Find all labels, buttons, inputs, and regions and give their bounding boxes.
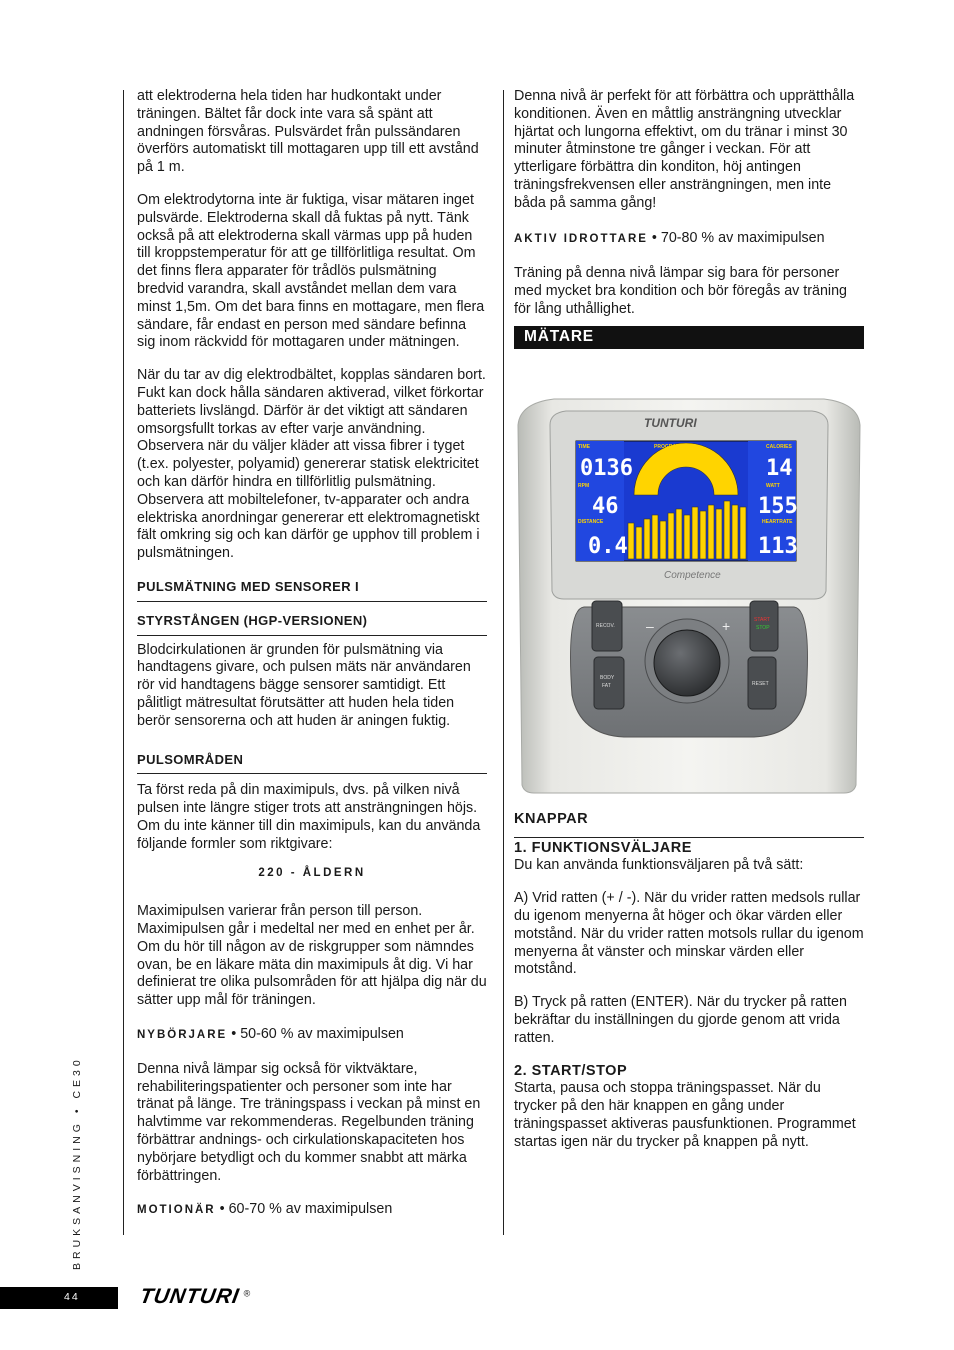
heading-function-selector: 1. FUNKTIONSVÄLJARE bbox=[514, 839, 692, 856]
center-column-rule bbox=[503, 90, 504, 1235]
paragraph: A) Vrid ratten (+ / -). När du vrider ratten medsols rullar du igenom menyerna åt höger och ökar värden eller motstånd. När du vrider ratten motsols rullar du igenom menyerna åt vänster och minskar värden eller motstånd. bbox=[514, 890, 864, 978]
svg-text:START: START bbox=[754, 616, 770, 623]
heading-sensor-2: STYRSTÅNGEN (HGP-VERSIONEN) bbox=[137, 612, 487, 636]
value-watt: 155 bbox=[758, 493, 798, 519]
console-illustration bbox=[514, 395, 864, 795]
value-time: 0136 bbox=[580, 455, 633, 481]
heading-buttons: KNAPPAR bbox=[514, 811, 864, 838]
bullet: • bbox=[651, 229, 661, 246]
function-dial[interactable] bbox=[654, 630, 720, 696]
svg-text:RECOV.: RECOV. bbox=[596, 622, 615, 629]
paragraph: Du kan använda funktionsväljaren på två sätt: bbox=[514, 857, 804, 874]
paragraph: B) Tryck på ratten (ENTER). När du trycker på ratten bekräftar du inställningen du gjorde genom att vrida ratten. bbox=[514, 994, 847, 1046]
level-label: AKTIV IDROTTARE bbox=[514, 232, 648, 245]
section-bar-meter: MÄTARE bbox=[514, 326, 864, 349]
svg-text:STOP: STOP bbox=[756, 624, 770, 631]
bullet: • bbox=[231, 1026, 241, 1043]
level-value: 70-80 % av maximipulsen bbox=[660, 229, 825, 246]
paragraph: När du tar av dig elektrodbältet, kopplas sändaren bort. Fukt kan dock hålla sändaren aktiverad, vilket förkortar batteriets livslängd. Därför är det viktigt att sändaren omsorgsfullt torkas av efter varje användning. Observera när du väljer kläder att vissa fibrer i tyget (t.ex. polyester, polyamid) genererar statisk elektricitet och kan därför hindra en tillförlitlig pulsmätning. Observera att mobiltelefoner, tv-apparater och andra elektriska anordningar genererar ett elektromagnetiskt fält omkring sig och kan därför ge upphov till problem i pulsmätningen. bbox=[137, 367, 486, 562]
label-calories: CALORIES bbox=[766, 443, 792, 450]
left-column-rule bbox=[123, 90, 124, 1235]
plus-icon: + bbox=[722, 617, 731, 634]
label-time: TIME bbox=[578, 443, 590, 450]
side-running-title bbox=[66, 1056, 90, 1270]
label-rpm: RPM bbox=[578, 482, 590, 489]
level-value: 60-70 % av maximipulsen bbox=[228, 1201, 393, 1218]
label-distance: DISTANCE bbox=[578, 518, 604, 525]
paragraph: Starta, pausa och stoppa träningspasset. När du trycker på den här knappen en gång under träningspasset aktiveras pausfunktionen. Programmet startas igen när du trycker på knappen på nytt. bbox=[514, 1080, 856, 1150]
svg-text:BODY: BODY bbox=[600, 674, 615, 681]
logo-text: TUNTURI bbox=[138, 1285, 242, 1308]
level-label: MOTIONÄR bbox=[137, 1204, 216, 1217]
formula: 220 - ÅLDERN bbox=[258, 867, 366, 880]
label-program: PROGRAM bbox=[654, 443, 681, 450]
paragraph: Ta först reda på din maximipuls, dvs. på vilken nivå pulsen inte längre stiger trots att ansträngningen höjs. Om du inte känner till din maximipuls, kan du använda följande formler som riktgivare: bbox=[137, 782, 481, 852]
paragraph: Om elektrodytorna inte är fuktiga, visar mätaren inget pulsvärde. Elektroderna skall då fuktas på nytt. Tänk också på att elektroderna skall värmas upp på huden till kroppstemperatur för att ge tillförlitliga resultat. Om det finns flera apparater för trådlös pulsmätning bredvid varandra, skall avståndet mellan dem vara minst 1,5m. Om det bara finns en mottagare, men flera sändare, får endast en person med sändare befinna sig inom räckvidd för mottagaren under mätningen. bbox=[137, 191, 485, 351]
start-stop-button[interactable] bbox=[750, 601, 778, 651]
level-value: 50-60 % av maximipulsen bbox=[240, 1026, 404, 1043]
heading-start-stop: 2. START/STOP bbox=[514, 1062, 628, 1079]
level-label: NYBÖRJARE bbox=[137, 1029, 228, 1042]
heading-pulse-zones: PULSOMRÅDEN bbox=[137, 751, 487, 775]
side-text: BRUKSANVISNING • CE30 bbox=[71, 1056, 83, 1270]
paragraph: Blodcirkulationen är grunden för pulsmätning via handtagens givare, och pulsen mäts när användaren rör vid handtagens bägge sensorer samtidigt. Ett pålitligt mätresultat förutsätter att huden hela tiden berör sensorerna och att huden är aningen fuktig. bbox=[137, 641, 471, 729]
paragraph: Denna nivå är perfekt för att förbättra och upprätthålla konditionen. Även en måttlig ansträngning utvecklar hjärtat och lungorna effektivt, om du tränar i minst 30 minuter åtminstone tre gånger i veckan. För att ytterligare förbättra din konditon, höj antingen träningsfrekvensen eller ansträngningen, men inte båda på samma gång! bbox=[514, 88, 855, 211]
level-beginner bbox=[137, 1026, 487, 1045]
heading-sensor-1: PULSMÄTNING MED SENSORER I bbox=[137, 578, 487, 602]
minus-icon: – bbox=[646, 617, 654, 634]
page-number-box bbox=[0, 1287, 118, 1309]
level-exerciser bbox=[137, 1201, 487, 1220]
registered-mark: ® bbox=[243, 1288, 251, 1299]
bodyfat-button[interactable] bbox=[594, 657, 624, 709]
label-watt: WATT bbox=[766, 482, 780, 489]
paragraph: Maximipulsen varierar från person till person. Maximipulsen går i medeltal ner med en enhet per år. Om du hör till någon av de riskgrupper som nämndes ovan, be en läkare mäta din maximipuls åt dig. Vi har definierat tre olika pulsområden för att hjälpa dig när du sätter upp mål för träningen. bbox=[137, 903, 487, 1009]
right-column bbox=[514, 88, 864, 1167]
level-athlete bbox=[514, 230, 864, 249]
recov-button[interactable] bbox=[592, 601, 622, 651]
console-brand: TUNTURI bbox=[644, 415, 697, 430]
paragraph: Träning på denna nivå lämpar sig bara för personer med mycket bra kondition och bör föregås av träning för lång uthållighet. bbox=[514, 265, 847, 317]
console-image bbox=[514, 395, 864, 795]
paragraph: att elektroderna hela tiden har hudkontakt under träningen. Bältet får dock inte vara så spänt att andningen försvåras. Pulsvärdet från pulssändaren överförs automatiskt till mottagaren upp till ett avstånd på 1 m. bbox=[137, 88, 479, 176]
page-number: 44 bbox=[64, 1291, 80, 1303]
reset-button[interactable] bbox=[748, 657, 776, 709]
value-heartrate: 113 bbox=[758, 533, 798, 559]
value-distance: 0.4 bbox=[588, 533, 628, 559]
tunturi-logo bbox=[140, 1285, 272, 1311]
value-calories: 14 bbox=[766, 455, 793, 481]
svg-text:FAT: FAT bbox=[602, 682, 611, 689]
svg-text:RESET: RESET bbox=[752, 680, 769, 687]
console-model: Competence bbox=[664, 569, 721, 581]
label-heartrate: HEARTRATE bbox=[762, 518, 793, 525]
paragraph: Denna nivå lämpar sig också för viktväktare, rehabiliteringspatienter och personer som inte har tränat på länge. Tre träningspass i veckan på minst en halvtimme var rekommenderas. Regelbunden träning förbättrar andnings- och cirkulationskapaciteten hos nybörjare betydligt och du kommer snabbt att märka förbättringen. bbox=[137, 1060, 481, 1184]
bullet: • bbox=[219, 1201, 229, 1218]
left-column bbox=[137, 88, 487, 1236]
value-rpm: 46 bbox=[592, 493, 619, 519]
